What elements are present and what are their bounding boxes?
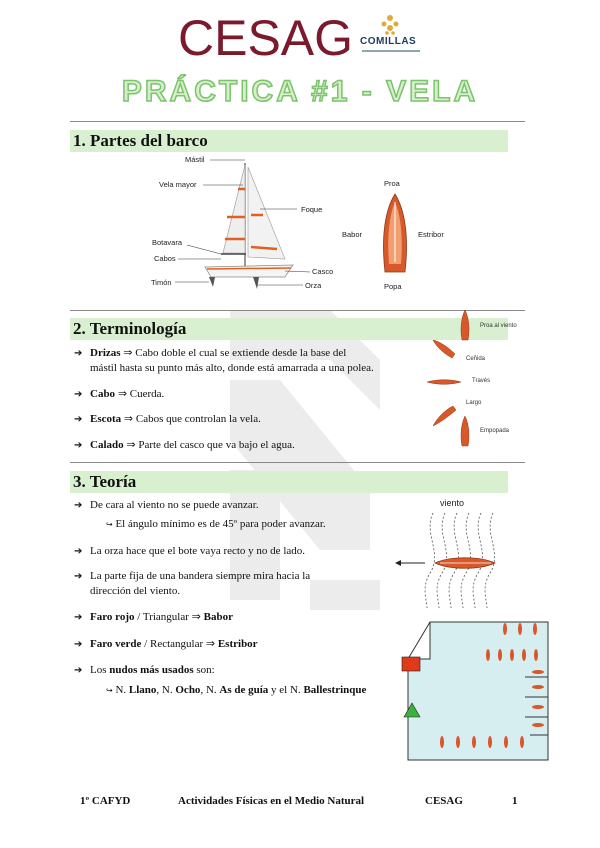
theory-item: ➔ Los nudos más usados son: bbox=[74, 664, 215, 676]
section-heading-partes: 1. Partes del barco bbox=[70, 130, 508, 152]
term-escota: ➔ Escota ⇒ Cabos que controlan la vela. bbox=[74, 413, 261, 425]
label-casco: Casco bbox=[312, 267, 334, 276]
label-largo: Largo bbox=[466, 400, 482, 406]
theory-item: ➔ La parte fija de una bandera siempre mira hacia la dirección del viento. bbox=[74, 570, 311, 597]
term-cabo: ➔ Cabo ⇒ Cuerda. bbox=[74, 388, 165, 400]
label-proa-al-viento: Proa al viento bbox=[480, 323, 517, 329]
section-heading-teoria: 3. Teoría bbox=[70, 471, 508, 493]
label-foque: Foque bbox=[301, 205, 323, 214]
footer-course: 1º CAFYD bbox=[80, 795, 131, 807]
label-orza: Orza bbox=[305, 281, 322, 290]
label-proa: Proa bbox=[384, 179, 400, 188]
label-cabos: Cabos bbox=[154, 254, 176, 263]
term-calado: ➔ Calado ⇒ Parte del casco que va bajo el agua. bbox=[74, 439, 295, 451]
boat-topview-diagram bbox=[375, 192, 415, 277]
theory-item: ➔ Faro verde / Rectangular ⇒ Estribor bbox=[74, 638, 258, 650]
label-botavara: Botavara bbox=[152, 238, 183, 247]
label-babor: Babor bbox=[342, 230, 363, 239]
theory-item: ➔ De cara al viento no se puede avanzar. bbox=[74, 499, 259, 511]
divider bbox=[70, 121, 525, 122]
label-traves: Través bbox=[472, 378, 491, 384]
comillas-sub bbox=[362, 50, 420, 52]
label-popa: Popa bbox=[384, 282, 402, 291]
divider bbox=[70, 462, 525, 463]
footer-page-number: 1 bbox=[512, 795, 518, 807]
theory-subitem: ↪ El ángulo mínimo es de 45º para poder avanzar. bbox=[106, 518, 326, 530]
wind-diagram bbox=[395, 508, 515, 613]
footer-school: CESAG bbox=[425, 795, 463, 807]
footer-subject: Actividades Físicas en el Medio Natural bbox=[178, 795, 365, 807]
label-estribor: Estribor bbox=[418, 230, 444, 239]
label-timon: Timón bbox=[151, 278, 172, 287]
label-mastil: Mástil bbox=[185, 155, 205, 164]
comillas-logo: COMILLAS bbox=[360, 36, 417, 47]
term-drizas: ➔ Drizas ⇒ Cabo doble el cual se extiende desde la base del mástil hasta su punto más alto, donde está amarrada a una polea. bbox=[74, 347, 374, 374]
label-cenida: Ceñida bbox=[466, 356, 486, 362]
page-title: PRÁCTICA #1 - VELA bbox=[121, 75, 479, 108]
label-vela-mayor: Vela mayor bbox=[159, 180, 197, 189]
comillas-emblem-icon bbox=[378, 12, 402, 36]
harbor-diagram bbox=[400, 617, 550, 762]
theory-item: ➔ Faro rojo / Triangular ⇒ Babor bbox=[74, 611, 233, 623]
label-empopada: Empopada bbox=[480, 428, 510, 434]
label-viento: viento bbox=[440, 498, 465, 508]
theory-item: ➔ La orza hace que el bote vaya recto y no de lado. bbox=[74, 545, 306, 557]
cesag-logo: CESAG bbox=[178, 10, 354, 66]
knots-subitem: ↪ N. Llano, N. Ocho, N. As de guía y el N. Ballestrinque bbox=[106, 684, 367, 696]
section-heading-terminologia: 2. Terminología bbox=[70, 318, 508, 340]
